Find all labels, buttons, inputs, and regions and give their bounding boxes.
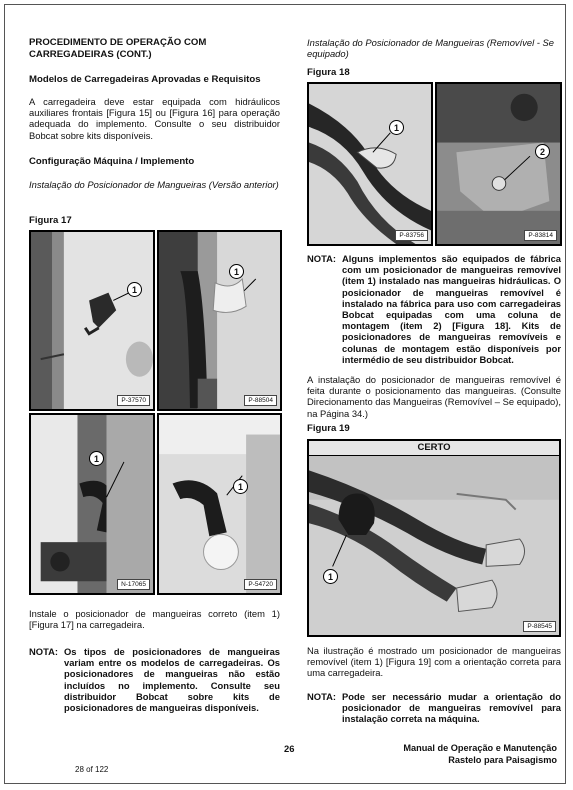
figure-17-photo-2-callout: 1 [229,264,244,279]
figure-17-label: Figura 17 [29,215,72,226]
figure-17-photo-2-code: P-88504 [244,395,277,406]
page-of-counter: 28 of 122 [75,765,109,774]
figure-17-photo-3-callout: 1 [89,451,104,466]
approved-loaders-subheading: Modelos de Carregadeiras Aprovadas e Requisitos [29,74,261,85]
right-note-2-text: Pode ser necessário mudar a orientação do posicionador de mangueiras removível para instalação correta na máquina. [342,691,561,725]
manual-title-block [403,743,557,766]
figure-18-photo-2-callout: 2 [535,144,550,159]
config-subheading: Configuração Máquina / Implemento [29,156,195,167]
figure-17-photo-1-code: P-37570 [117,395,150,406]
left-note [29,646,280,726]
figure-19-photo [307,439,561,637]
right-note-2 [307,691,561,727]
page-number: 26 [284,743,295,754]
figure-17-photo-2 [157,230,282,411]
figure-17-photo-4-callout: 1 [233,479,248,494]
figure-19-banner: CERTO [309,441,559,456]
right-note-2-key: NOTA: [307,691,336,702]
figure-17-photo-3-code: N-17065 [117,579,150,590]
figure-18-photo-1-code: P-83756 [395,230,428,241]
old-version-caption: Instalação do Posicionador de Mangueiras (Versão anterior) [29,179,279,190]
install-paragraph: Instale o posicionador de mangueiras correto (item 1) [Figura 17] na carregadeira. [29,608,280,631]
manual-title: Manual de Operação e Manutenção [403,743,557,753]
section-heading: PROCEDIMENTO DE OPERAÇÃO COM CARREGADEIRAS (CONT.) [29,37,207,60]
removable-install-paragraph: A instalação do posicionador de mangueiras removível é feita durante o posicionamento das mangueiras. (Consulte Direcionamento das Mangueiras (Removível – Se equipado), na Página 34.) [307,374,561,419]
document-page [4,4,566,784]
figure-19-label: Figura 19 [307,423,350,434]
left-note-key: NOTA: [29,646,58,657]
right-note-1-text: Alguns implementos são equipados de fábrica com um posicionador de mangueiras removível (item 1) instalado nas mangueiras hidráulicas. O posicionador de mangueiras removível é instalado na fábrica para uso com carregadeiras Bobcat equipadas com uma coluna de montagem (item 2) [Figura 18]. Kits de posicionadores de mangueiras removíveis e colunas de montagem estão disponíveis por intermédio de seu distribuidor Bobcat. [342,253,561,365]
figure-19-code: P-88545 [523,621,556,632]
left-note-text: Os tipos de posicionadores de mangueiras variam entre os modelos de carregadeiras. Os posicionadores de mangueiras não estão incluídos no implemento. Consulte seu distribuidor Bobcat sobre kits de posicionadores de mangueiras disponíveis. [64,646,280,714]
figure-19-callout: 1 [323,569,338,584]
figure-18-label: Figura 18 [307,67,350,78]
removable-version-caption: Instalação do Posicionador de Mangueiras (Removível - Se equipado) [307,37,555,60]
right-note-1 [307,253,561,368]
figure-17-photo-3 [29,413,155,595]
figure-18-photo-2-code: P-83814 [524,230,557,241]
illustration-paragraph: Na ilustração é mostrado um posicionador de mangueiras removível (item 1) [Figura 19] com a orientação correta para uma carregadeira. [307,645,561,679]
manual-subtitle: Rastelo para Paisagismo [448,754,557,765]
figure-18-photo-1-callout: 1 [389,120,404,135]
approved-loaders-paragraph: A carregadeira deve estar equipada com hidráulicos auxiliares frontais [Figura 15] ou [Figura 16] para operação adequada do implemento. Consulte o seu distribuidor Bobcat sobre kits disponíveis. [29,96,280,141]
figure-17-photo-1 [29,230,155,411]
figure-17-photo-4 [157,413,282,595]
figure-18-photo-1 [307,82,433,246]
figure-17-photo-1-callout: 1 [127,282,142,297]
figure-17-photo-4-code: P-54720 [244,579,277,590]
right-note-1-key: NOTA: [307,253,336,264]
figure-18-photo-2 [435,82,562,246]
